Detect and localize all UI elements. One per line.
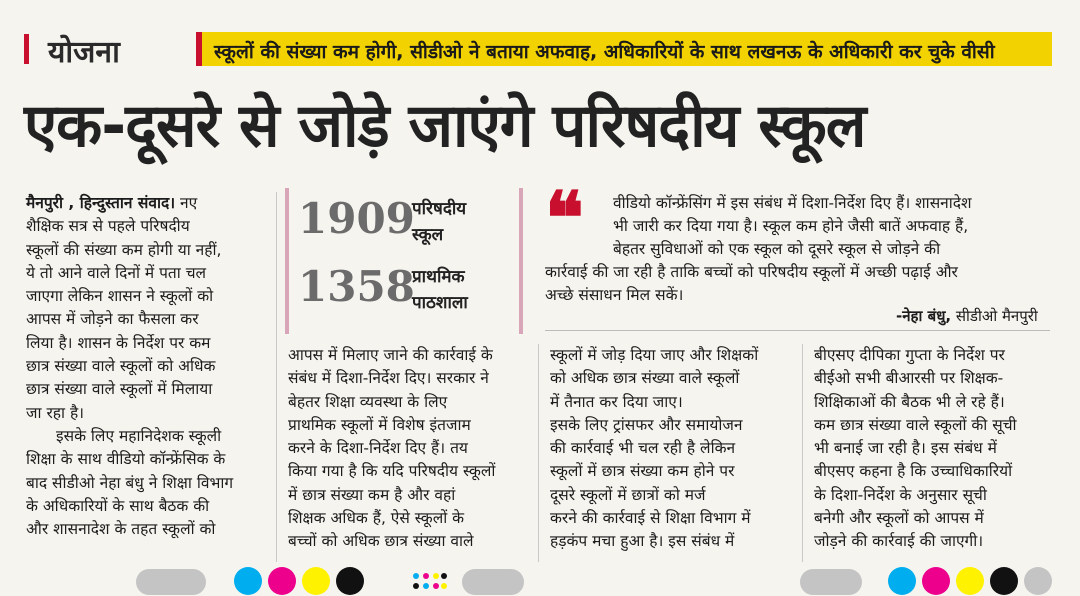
quote-line: भी जारी कर दिया गया है। स्कूल कम होने जैसी बातें अफवाह हैं,: [613, 217, 969, 235]
column-1: [26, 192, 233, 541]
registration-mark: [800, 569, 862, 595]
body-line: शिक्षा के साथ वीडियो कॉन्फ्रेंसिक के: [26, 450, 226, 469]
body-line: इसके लिए ट्रांसफर और समायोजन: [550, 415, 743, 434]
quote-attribution-name: -नेहा बंधु,: [896, 307, 952, 325]
section-kicker: योजना: [48, 35, 120, 70]
stat-number: 1909: [298, 194, 415, 243]
body-line: लिया है। शासन के निर्देश पर कम: [26, 333, 211, 352]
body-line: स्कूलों में जोड़ दिया जाए और शिक्षकों: [550, 346, 759, 364]
stat-label-line: प्राथमिक: [412, 267, 465, 287]
registration-mark: [462, 569, 524, 595]
quote-divider: [545, 330, 1050, 331]
body-line: की कार्रवाई भी चल रही है लेकिन: [550, 439, 736, 458]
body-line: को अधिक छात्र संख्या वाले स्कूलों: [550, 369, 740, 388]
body-line: बीएसए कहना है कि उच्चाधिकारियों: [814, 462, 1013, 481]
body-line: करने की कार्रवाई से शिक्षा विभाग में: [550, 509, 751, 528]
registration-dots-icon: [412, 572, 448, 592]
body-line: प्राथमिक स्कूलों में विशेष इंतजाम: [288, 415, 471, 434]
body-line: जा रहा है।: [26, 403, 85, 422]
yellow-color-mark: [956, 567, 984, 595]
body-line: इसके लिए महानिदेशक स्कूली: [56, 426, 222, 445]
column-4: [814, 344, 1017, 554]
body-line: स्कूलों की संख्या कम होगी या नहीं,: [26, 240, 222, 259]
body-line: करने के दिशा-निर्देश दिए हैं। तय: [288, 439, 468, 458]
body-line: आपस में मिलाए जाने की कार्रवाई के: [288, 346, 493, 364]
black-color-mark: [990, 567, 1018, 595]
body-line: के दिशा-निर्देश के अनुसार सूची: [814, 485, 987, 504]
body-line: ये तो आने वाले दिनों में पता चल: [26, 263, 207, 282]
body-line: बनेगी और स्कूलों को आपस में: [814, 509, 984, 528]
body-line: किया गया है कि यदि परिषदीय स्कूलों: [288, 462, 496, 481]
body-line: जाएगा लेकिन शासन ने स्कूलों को: [26, 287, 214, 306]
body-line: संबंध में दिशा-निर्देश दिए। सरकार ने: [288, 369, 489, 388]
quote-attribution-title: सीडीओ मैनपुरी: [951, 307, 1038, 325]
body-line: में तैनात कर दिया जाए।: [550, 392, 683, 411]
registration-mark: [136, 569, 206, 595]
stat-label: [412, 264, 468, 316]
quote-attribution: [896, 306, 1038, 326]
body-line: जोड़ने की कार्रवाई की जाएगी।: [814, 532, 984, 551]
headline: एक-दूसरे से जोड़े जाएंगे परिषदीय स्कूल: [24, 91, 866, 161]
body-line: छात्र संख्या वाले स्कूलों में मिलाया: [26, 380, 213, 399]
column-divider: [802, 344, 803, 562]
body-line: शिक्षक अधिक हैं, ऐसे स्कूलों के: [288, 509, 465, 528]
stat-label-line: स्कूल: [412, 225, 444, 245]
body-line: के अधिकारियों के साथ बैठक की: [26, 496, 210, 515]
body-line: और शासनादेश के तहत स्कूलों को: [26, 520, 216, 539]
dateline: मैनपुरी , हिन्दुस्तान संवाद।: [26, 194, 176, 212]
column-divider: [276, 192, 277, 562]
section-accent-bar: [24, 34, 29, 64]
body-line: शिक्षिकाओं की बैठक भी ले रहे हैं।: [814, 392, 1005, 411]
body-line: भी बनाई जा रही है। इस संबंध में: [814, 439, 997, 458]
magenta-color-mark: [922, 567, 950, 595]
stat-label: [412, 196, 466, 248]
body-line: में छात्र संख्या कम है और वहां: [288, 485, 456, 504]
column-3: [550, 344, 758, 554]
magenta-color-mark: [268, 567, 296, 595]
body-line: दूसरे स्कूलों में छात्रों को मर्ज: [550, 485, 706, 504]
body-line: बीईओ सभी बीआरसी पर शिक्षक-: [814, 369, 1004, 388]
cyan-color-mark: [888, 567, 916, 595]
black-color-mark: [336, 567, 364, 595]
body-line: नए: [180, 194, 198, 212]
body-line: बीएसए दीपिका गुप्ता के निर्देश पर: [814, 346, 1005, 364]
body-line: बेहतर शिक्षा व्यवस्था के लिए: [288, 392, 448, 411]
body-line: बाद सीडीओ नेहा बंधु ने शिक्षा विभाग: [26, 473, 234, 492]
quote-line: वीडियो कॉन्फ्रेंसिंग में इस संबंध में दिशा-निर्देश दिए हैं। शासनादेश: [613, 194, 972, 212]
yellow-color-mark: [302, 567, 330, 595]
body-line: आपस में जोड़ने का फैसला कर: [26, 310, 199, 329]
quote-line: बेहतर सुविधाओं को एक स्कूल को दूसरे स्कूल से जोड़ने की: [613, 240, 941, 258]
body-line: कम छात्र संख्या वाले स्कूलों की सूची: [814, 415, 1017, 434]
quote-mark-icon: ❝: [545, 175, 584, 260]
strap-accent-mark: [196, 32, 202, 66]
body-line: हड़कंप मचा हुआ है। इस संबंध में: [550, 532, 735, 551]
column-divider: [538, 344, 539, 562]
quote-line: कार्रवाई की जा रही है ताकि बच्चों को परिषदीय स्कूलों में अच्छी पढ़ाई और: [545, 263, 958, 281]
stat-label-line: परिषदीय: [412, 199, 467, 219]
gray-color-mark: [1024, 567, 1052, 595]
stat-label-line: पाठशाला: [412, 293, 468, 313]
column-2: [288, 344, 495, 554]
strap-text: स्कूलों की संख्या कम होगी, सीडीओ ने बताया अफवाह, अधिकारियों के साथ लखनऊ के अधिकारी कर चुके वीसी: [214, 41, 995, 63]
body-line: स्कूलों में छात्र संख्या कम होने पर: [550, 462, 735, 481]
body-line: छात्र संख्या वाले स्कूलों को अधिक: [26, 357, 216, 376]
cyan-color-mark: [234, 567, 262, 595]
body-line: शैक्षिक सत्र से पहले परिषदीय: [26, 217, 190, 236]
stat-number: 1358: [298, 262, 415, 311]
quote-line: अच्छे संसाधन मिल सकें।: [545, 286, 684, 304]
body-line: बच्चों को अधिक छात्र संख्या वाले: [288, 532, 474, 551]
